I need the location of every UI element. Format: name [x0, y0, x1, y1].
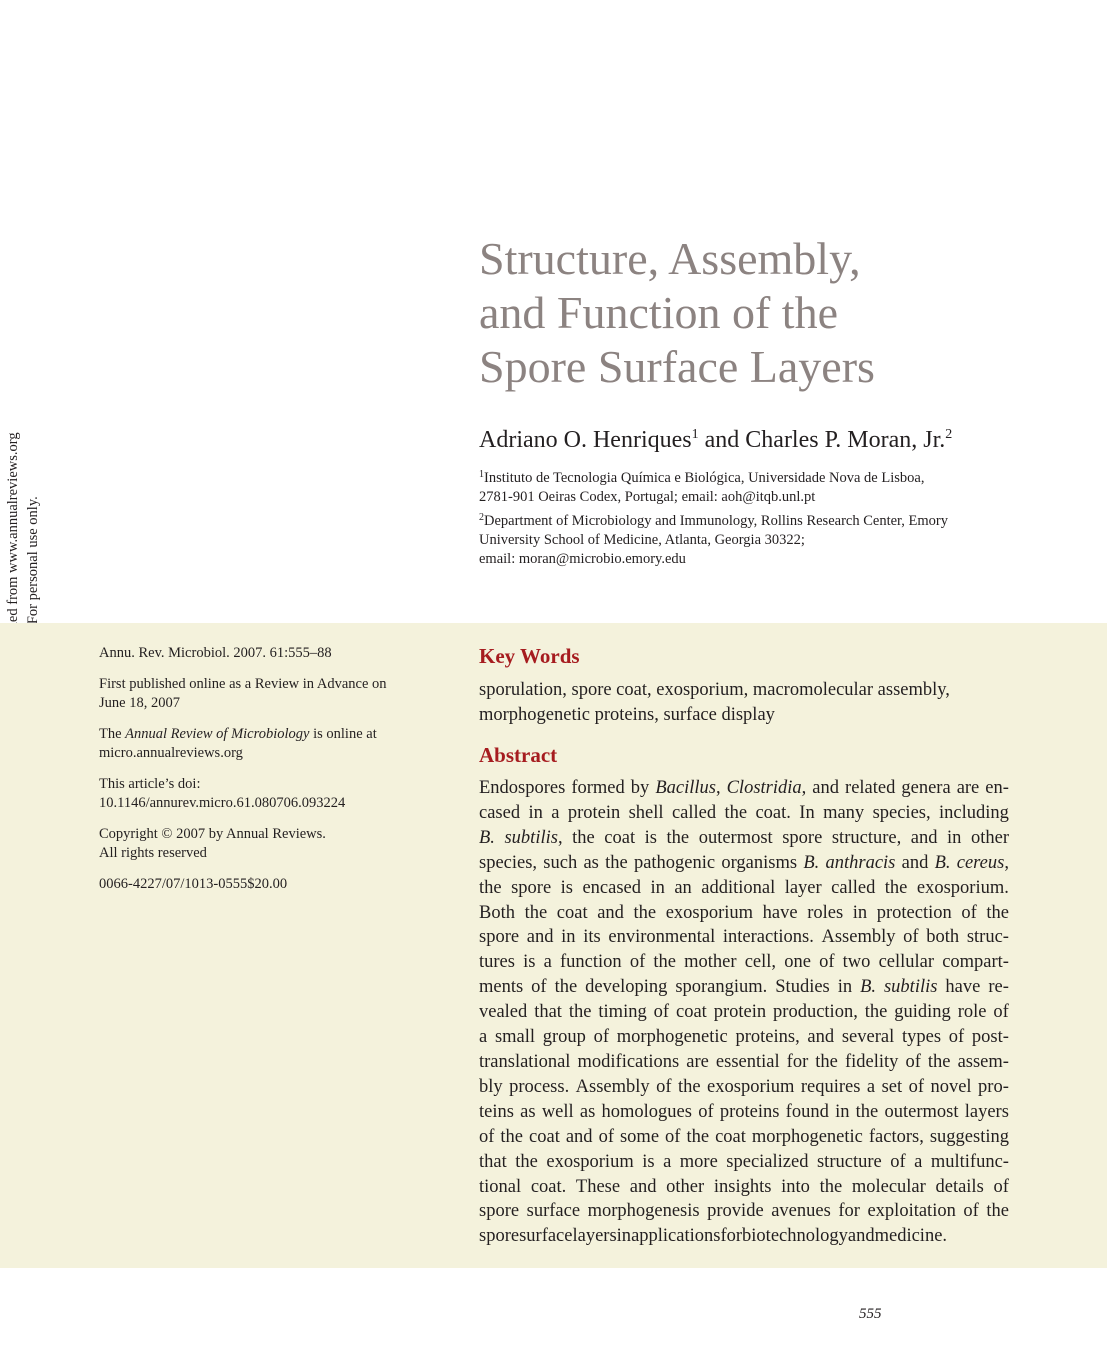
author-henriques: Adriano O. Henriques [479, 427, 692, 453]
abstract-word: that [534, 1002, 562, 1023]
abstract-word: encased [582, 877, 641, 898]
citation: Annu. Rev. Microbiol. 2007. 61:555–88 [99, 645, 332, 661]
abstract-word: outermost [884, 1101, 959, 1122]
abstract-word: interactions. [722, 927, 814, 948]
abstract-word: as [520, 1101, 536, 1122]
abstract-word: novel [930, 1076, 972, 1097]
abstract-word: group [542, 1027, 586, 1048]
abstract-word: of [961, 902, 977, 923]
abstract-word: the [524, 902, 548, 923]
abstract-line [479, 826, 1009, 851]
abstract-word: two [842, 952, 871, 973]
abstract-word: applications [631, 1226, 721, 1247]
abstract-word: in [835, 1101, 850, 1122]
abstract-word: B. [860, 977, 877, 998]
abstract-word: coat [604, 827, 636, 848]
copyright-note [99, 825, 419, 863]
abstract-word: provide [707, 1201, 764, 1222]
abstract-word: the [864, 1002, 888, 1023]
abstract-word: teins [479, 1101, 514, 1122]
affiliation-1-line2: 2781-901 Oeiras Codex, Portugal; email: aoh@itqb.unl.pt [479, 489, 816, 505]
abstract-word: and [526, 927, 554, 948]
abstract-word: set [881, 1076, 903, 1097]
abstract-word: specialized [726, 1151, 809, 1172]
abstract-word: environmental [608, 927, 716, 948]
abstract-word: vealed [479, 1002, 528, 1023]
affiliation-mark-2: 2 [945, 427, 953, 442]
abstract-word: details [935, 1176, 984, 1197]
abstract-word: including [939, 802, 1009, 823]
abstract-word: found [785, 1101, 829, 1122]
affiliation-mark-1: 1 [691, 427, 699, 442]
abstract-word: process. [509, 1076, 570, 1097]
abstract-word: coat [529, 1126, 560, 1147]
journal-url[interactable]: micro.annualreviews.org [99, 745, 243, 761]
abstract-word: Endospores [479, 778, 566, 798]
abstract-word: the [554, 977, 578, 998]
abstract-word: exosporium [665, 902, 754, 923]
abstract-word: B. [803, 852, 820, 873]
abstract-word: and [847, 1226, 875, 1247]
abstract-word: developing [585, 977, 668, 998]
abstract-word: cereus, [956, 852, 1009, 873]
abstract-word: of [665, 1126, 681, 1147]
abstract-word: re- [988, 977, 1009, 998]
abstract-word: proteins, [735, 1027, 800, 1048]
publication-note [99, 675, 419, 713]
abstract-line [479, 851, 1009, 876]
author-list [479, 424, 952, 456]
abstract-word: subtilis [883, 977, 938, 998]
abstract-word: layer [784, 877, 822, 898]
abstract-word: shell [628, 802, 664, 823]
abstract-word: a [551, 802, 560, 823]
abstract-heading: Abstract [479, 743, 558, 767]
abstract-word: subtilis, [504, 827, 563, 848]
abstract-word: protein [567, 802, 621, 823]
abstract-line [479, 1224, 1009, 1249]
abstract-word: of [598, 1126, 614, 1147]
abstract-word: is [523, 952, 536, 973]
abstract-word: requires [800, 1076, 861, 1097]
issn: 0066-4227/07/1013-0555$20.00 [99, 876, 288, 892]
abstract-word: exosporium. [916, 877, 1009, 898]
abstract-word: in [947, 827, 962, 848]
affiliation-2-line3: email: moran@microbio.emory.edu [479, 551, 686, 567]
abstract-word: in [561, 927, 576, 948]
abstract-word: of [948, 1027, 965, 1048]
copyright-line1: Copyright © 2007 by Annual Reviews. [99, 826, 326, 842]
abstract-word: structure, [831, 827, 902, 848]
abstract-line [479, 1075, 1009, 1100]
copyright-line2: All rights reserved [99, 845, 207, 861]
abstract-word: B. [934, 852, 951, 873]
publication-note-line2: June 18, 2007 [99, 695, 180, 711]
abstract-word: in [837, 977, 853, 998]
abstract-word: into [781, 1176, 810, 1197]
affiliation-1 [479, 469, 1079, 507]
abstract-word: is [644, 827, 657, 848]
abstract-word: of [993, 1176, 1009, 1197]
abstract-word: a [866, 1076, 876, 1097]
abstract-word: Bacillus, [655, 778, 721, 798]
abstract-word: production, [773, 1002, 858, 1023]
abstract-line [479, 1000, 1009, 1025]
abstract-word: the [724, 802, 748, 823]
abstract-word: the [515, 1151, 538, 1172]
abstract-word: and [910, 827, 938, 848]
online-note-post: is online at [309, 726, 377, 742]
title-line3: Spore Surface Layers [479, 341, 875, 392]
abstract-word: Assembly [821, 927, 896, 948]
abstract-word: species, [479, 852, 538, 873]
abstract-word: assem- [957, 1051, 1009, 1072]
abstract-word: the [686, 1126, 710, 1147]
abstract-word: of [593, 1027, 610, 1048]
abstract-word: fidelity [844, 1051, 899, 1072]
abstract-word: cellular [878, 952, 935, 973]
abstract-word: its [583, 927, 601, 948]
abstract-word: structure [816, 1151, 882, 1172]
abstract-line [479, 1050, 1009, 1075]
abstract-word: cased [479, 802, 521, 823]
abstract-word: roles [807, 902, 844, 923]
abstract-word: of [656, 1076, 672, 1097]
abstract-word: called [671, 802, 717, 823]
abstract-word: exploitation [867, 1201, 956, 1222]
abstract-word: and [807, 1027, 835, 1048]
abstract-word: both [926, 927, 960, 948]
abstract-word: the [653, 952, 676, 973]
abstract-word: Clostridia, [726, 778, 807, 798]
abstract-word: is [642, 1151, 655, 1172]
abstract-word: cell, [744, 952, 777, 973]
title-line2: and Function of the [479, 287, 838, 338]
author-moran: and Charles P. Moran, Jr. [698, 427, 946, 453]
abstract-word: guiding [894, 1002, 951, 1023]
abstract-word: anthracis [825, 852, 896, 873]
abstract-word: the [986, 1201, 1009, 1222]
abstract-word: of [963, 1201, 979, 1222]
abstract-word: ments [479, 977, 524, 998]
abstract-line [479, 776, 1009, 801]
abstract-line [479, 1150, 1009, 1175]
abstract-line [479, 801, 1009, 826]
abstract-line [479, 1100, 1009, 1125]
key-words-line1: sporulation, spore coat, exosporium, macromolecular assembly, [479, 680, 950, 700]
abstract-word: spore [479, 1226, 520, 1247]
abstract-word: and [812, 778, 840, 798]
abstract-word: the [572, 827, 595, 848]
abstract-word: surface [526, 1201, 581, 1222]
abstract-word: layers [572, 1226, 617, 1247]
abstract-word: a [914, 1151, 923, 1172]
abstract-line [479, 975, 1009, 1000]
abstract-word: Assembly [575, 1076, 650, 1097]
abstract-word: formed [571, 778, 625, 798]
abstract-word: spore [511, 877, 552, 898]
abstract-word: in [616, 1226, 632, 1247]
abstract-word: the [884, 877, 908, 898]
abstract-word: have [945, 977, 981, 998]
article-title [479, 232, 1039, 394]
abstract-word: as [579, 1101, 596, 1122]
abstract-word: the [568, 1002, 592, 1023]
abstract-line [479, 876, 1009, 901]
abstract-word: by [630, 778, 650, 798]
key-words [479, 678, 1019, 728]
article-metadata [99, 644, 419, 906]
abstract-word: small [494, 1027, 536, 1048]
online-note-pre: The [99, 726, 126, 742]
abstract-word: a [479, 1027, 488, 1048]
abstract-word: additional [701, 877, 776, 898]
abstract-word: spore [782, 827, 823, 848]
abstract-word: translational [479, 1051, 571, 1072]
abstract-word: a [663, 1151, 672, 1172]
abstract-word: for [786, 1051, 809, 1072]
abstract-word: in [852, 902, 868, 923]
affiliation-2 [479, 512, 1079, 569]
abstract-word: protection [876, 902, 952, 923]
abstract-word: exosporium [707, 1076, 795, 1097]
abstract-word: timing [598, 1002, 647, 1023]
abstract-word: one [784, 952, 811, 973]
doi-value[interactable]: 10.1146/annurev.micro.61.080706.093224 [99, 795, 346, 811]
abstract-word: spore [479, 927, 520, 948]
abstract-word: compart- [942, 952, 1009, 973]
abstract-word: Both [479, 902, 515, 923]
abstract-word: many [823, 802, 865, 823]
abstract-word: morphogenetic [616, 1027, 728, 1048]
abstract-word: of [819, 952, 835, 973]
abstract-word: mother [684, 952, 737, 973]
abstract-word: the [815, 1051, 838, 1072]
abstract-word: morphogenetic [751, 1126, 863, 1147]
abstract-word: suggesting [929, 1126, 1009, 1147]
publication-note-line1: First published online as a Review in Advance on [99, 676, 387, 692]
online-note [99, 725, 419, 763]
abstract-word: proteins [719, 1101, 780, 1122]
affiliation-1-line1: Instituto de Tecnologia Química e Biológica, Universidade Nova de Lisboa, [484, 470, 925, 486]
abstract-line [479, 1125, 1009, 1150]
abstract-word: the [819, 1176, 843, 1197]
abstract-word: layers [964, 1101, 1009, 1122]
affiliation-2-line1: Department of Microbiology and Immunology, Rollins Research Center, Emory [484, 513, 948, 529]
abstract-word: and [565, 1126, 593, 1147]
abstract-word: sporangium. [675, 977, 768, 998]
abstract-body [479, 776, 1009, 1249]
abstract-word: protein [713, 1002, 767, 1023]
abstract-word: tures [479, 952, 515, 973]
abstract-word: other [666, 1176, 705, 1197]
abstract-word: B. [479, 827, 495, 848]
abstract-word: of [629, 952, 646, 973]
abstract-word: post- [971, 1027, 1009, 1048]
abstract-word: an [674, 877, 692, 898]
abstract-word: coat [715, 1126, 746, 1147]
abstract-word: role [957, 1002, 987, 1023]
abstract-word: for [838, 1201, 860, 1222]
abstract-word: homologues [601, 1101, 692, 1122]
doi-label: This article’s doi: [99, 776, 201, 792]
abstract-word: related [845, 778, 896, 798]
abstract-word: factors, [868, 1126, 924, 1147]
abstract-word: These [575, 1176, 621, 1197]
abstract-word: tional [479, 1176, 522, 1197]
abstract-word: are [956, 778, 980, 798]
page-number: 555 [859, 1306, 882, 1322]
abstract-word: other [970, 827, 1009, 848]
abstract-word: such [543, 852, 578, 873]
abstract-word: a [543, 952, 552, 973]
abstract-word: coat [556, 902, 588, 923]
abstract-word: is [560, 877, 573, 898]
abstract-word: and [901, 852, 929, 873]
abstract-word: in [528, 802, 543, 823]
abstract-word: well [541, 1101, 574, 1122]
affiliation-1-mark: 1 [479, 469, 484, 480]
abstract-word: of [905, 1051, 921, 1072]
abstract-line [479, 1199, 1009, 1224]
abstract-word: spore [479, 1201, 520, 1222]
abstract-word: in [650, 877, 665, 898]
abstract-word: have [762, 902, 798, 923]
abstract-word: that [479, 1151, 507, 1172]
abstract-word: coat. [530, 1176, 567, 1197]
abstract-word: the [605, 852, 628, 873]
abstract-word: the [855, 1101, 879, 1122]
abstract-word: morphogenesis [587, 1201, 700, 1222]
abstract-word: molecular [851, 1176, 926, 1197]
affiliation-2-line2: University School of Medicine, Atlanta, Georgia 30322; [479, 532, 805, 548]
abstract-word: surface [519, 1226, 573, 1247]
abstract-line [479, 925, 1009, 950]
abstract-line [479, 1025, 1009, 1050]
abstract-word: genera [901, 778, 951, 798]
abstract-word: the [986, 902, 1009, 923]
abstract-word: biotechnology [742, 1226, 848, 1247]
abstract-word: the [500, 1126, 524, 1147]
abstract-word: called [831, 877, 876, 898]
abstract-word: several [841, 1027, 895, 1048]
abstract-word: of [653, 1002, 670, 1023]
abstract-word: of [890, 1151, 906, 1172]
abstract-word: and [629, 1176, 657, 1197]
abstract-word: species, [872, 802, 931, 823]
abstract-word: the [677, 1076, 701, 1097]
abstract-word: of [908, 1076, 925, 1097]
abstract-word: coat [675, 1002, 707, 1023]
abstract-word: pro- [978, 1076, 1009, 1097]
abstract-word: exosporium [546, 1151, 634, 1172]
abstract-word: organisms [721, 852, 798, 873]
abstract-line [479, 950, 1009, 975]
abstract-word: medicine. [874, 1226, 948, 1247]
abstract-word: of [698, 1101, 714, 1122]
title-line1: Structure, Assembly, [479, 233, 861, 284]
abstract-word: struc- [966, 927, 1009, 948]
abstract-word: the [479, 877, 502, 898]
abstract-word: insights [713, 1176, 772, 1197]
journal-name: Annual Review of Microbiology [125, 726, 310, 742]
abstract-word: as [583, 852, 599, 873]
abstract-word: of [479, 1126, 495, 1147]
key-words-heading: Key Words [479, 644, 580, 668]
abstract-word: coat. [755, 802, 791, 823]
abstract-word: are [686, 1051, 709, 1072]
abstract-word: pathogenic [633, 852, 716, 873]
abstract-word: more [679, 1151, 718, 1172]
abstract-word: and [597, 902, 624, 923]
abstract-word: en- [985, 778, 1009, 798]
abstract-word: some [619, 1126, 660, 1147]
abstract-word: function [560, 952, 622, 973]
abstract-word: modifications [577, 1051, 680, 1072]
affiliation-2-mark: 2 [479, 512, 484, 523]
doi-note [99, 775, 419, 813]
abstract-line [479, 1175, 1009, 1200]
abstract-word: Studies [775, 977, 830, 998]
abstract-word: avenues [771, 1201, 831, 1222]
abstract-word: of [903, 927, 919, 948]
abstract-word: the [666, 827, 690, 848]
abstract-word: the [633, 902, 657, 923]
abstract-word: types [901, 1027, 942, 1048]
abstract-word: multifunc- [930, 1151, 1009, 1172]
abstract-word: of [531, 977, 547, 998]
abstract-word: outermost [698, 827, 773, 848]
abstract-word: In [799, 802, 815, 823]
abstract-word: the [927, 1051, 951, 1072]
abstract-word: of [993, 1002, 1009, 1023]
abstract-word: bly [479, 1076, 503, 1097]
abstract-word: for [720, 1226, 743, 1247]
abstract-line [479, 901, 1009, 926]
abstract-word: essential [715, 1051, 780, 1072]
key-words-line2: morphogenetic proteins, surface display [479, 705, 775, 725]
